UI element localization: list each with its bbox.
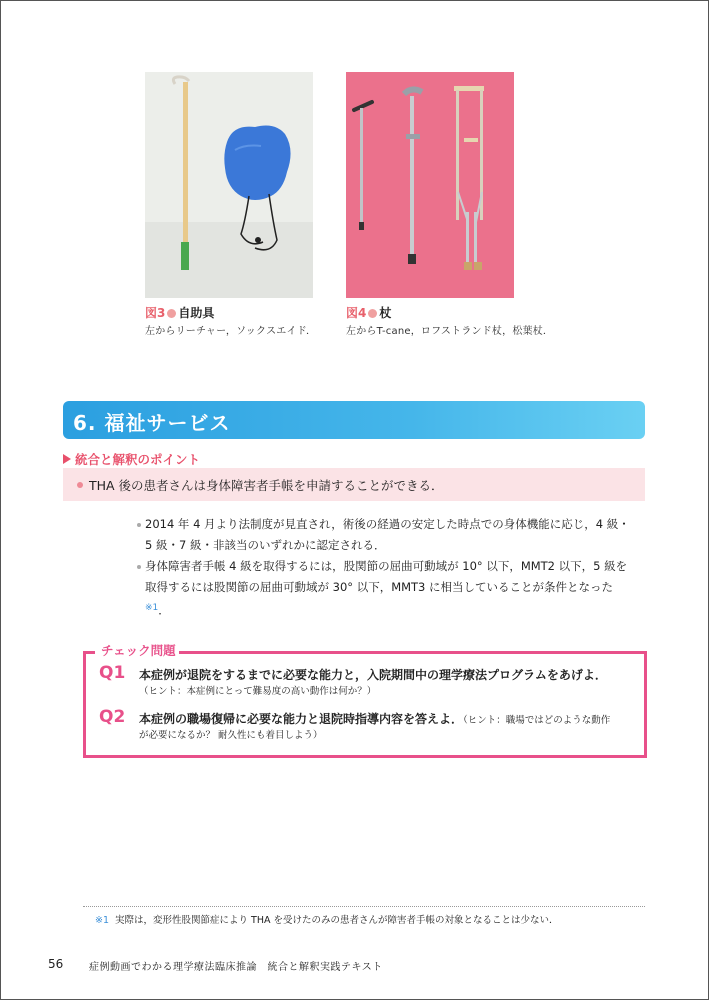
point-label <box>63 450 200 468</box>
footnote-mark: ※1 <box>95 915 110 926</box>
question-hint: が必要になるか？ 耐久性にも着目しよう） <box>139 730 323 741</box>
bullet-tail: ． <box>158 603 170 617</box>
bullet-dot-icon <box>167 309 176 318</box>
figure-3-photo <box>145 72 313 298</box>
section-title: 6. 福祉サービス <box>73 411 231 435</box>
figure-3-number: 図3 <box>145 306 166 320</box>
triangle-right-icon <box>63 454 71 464</box>
figure-3-caption <box>145 305 316 340</box>
question-number: Q2 <box>99 707 126 727</box>
figure-3-title: 自助具 <box>178 306 215 320</box>
footnote-text: 実際は，変形性股関節症により THA を受けたのみの患者さんが障害者手帳の対象となることは少ない． <box>115 915 559 926</box>
bullet-text: 身体障害者手帳 4 級を取得するには，股関節の屈曲可動域が 10° 以下，MMT2 以下，5 級を取得するには股関節の屈曲可動域が 30° 以下，MMT3 に相当していることが条件となった <box>145 559 628 594</box>
footnote <box>95 912 559 926</box>
figure-4-description: 左からT-cane，ロフストランド杖，松葉杖． <box>346 326 554 337</box>
canes-image <box>346 72 514 298</box>
check-box-top-border-right <box>178 651 644 654</box>
figure-4-number: 図4 <box>346 306 367 320</box>
bullet-dot-icon <box>368 309 377 318</box>
question-hint: （ヒント：本症例にとって難易度の高い動作は何か？） <box>139 686 377 697</box>
question-text <box>139 666 607 683</box>
point-box <box>63 468 645 501</box>
question-text-main: 本症例が退院をするまでに必要な能力と，入院期間中の理学療法プログラムをあげよ． <box>139 668 607 682</box>
figure-4-caption <box>346 305 553 340</box>
figure-4-title-row <box>346 305 553 321</box>
check-questions-label: チェック問題 <box>98 641 179 659</box>
bullet-text: 2014 年 4 月より法制度が見直され，術後の経過の安定した時点での身体機能に応じ，4 級・5 級・7 級・非該当のいずれかに認定される． <box>145 517 630 552</box>
point-label-text: 統合と解釈のポイント <box>75 452 201 467</box>
footnote-reference-link[interactable]: ※1 <box>145 603 159 613</box>
page-number: 56 <box>48 957 64 971</box>
bullet-dot-icon <box>77 482 83 488</box>
list-item <box>137 514 637 556</box>
question-text-main: 本症例の職場復帰に必要な能力と退院時指導内容を答えよ． <box>139 712 464 726</box>
list-item <box>137 556 637 621</box>
bullet-dot-icon <box>137 565 141 569</box>
point-text: THA 後の患者さんは身体障害者手帳を申請することができる． <box>89 478 444 493</box>
section-heading-bar <box>63 401 645 439</box>
figure-3-description: 左からリーチャー，ソックスエイド． <box>145 326 317 337</box>
footnote-divider <box>83 906 645 907</box>
question-hint-inline: （ヒント：職場ではどのような動作 <box>463 715 611 726</box>
bullet-list <box>137 514 637 621</box>
bullet-dot-icon <box>137 523 141 527</box>
figure-4-title: 杖 <box>379 306 392 320</box>
question-text <box>139 710 610 727</box>
self-help-devices-image <box>145 72 313 298</box>
figure-4-photo <box>346 72 514 298</box>
figure-3-title-row <box>145 305 316 321</box>
running-title: 症例動画でわかる理学療法臨床推論 統合と解釈実践テキスト <box>89 962 383 973</box>
question-number: Q1 <box>99 663 126 683</box>
check-box-top-border-left <box>83 651 95 654</box>
